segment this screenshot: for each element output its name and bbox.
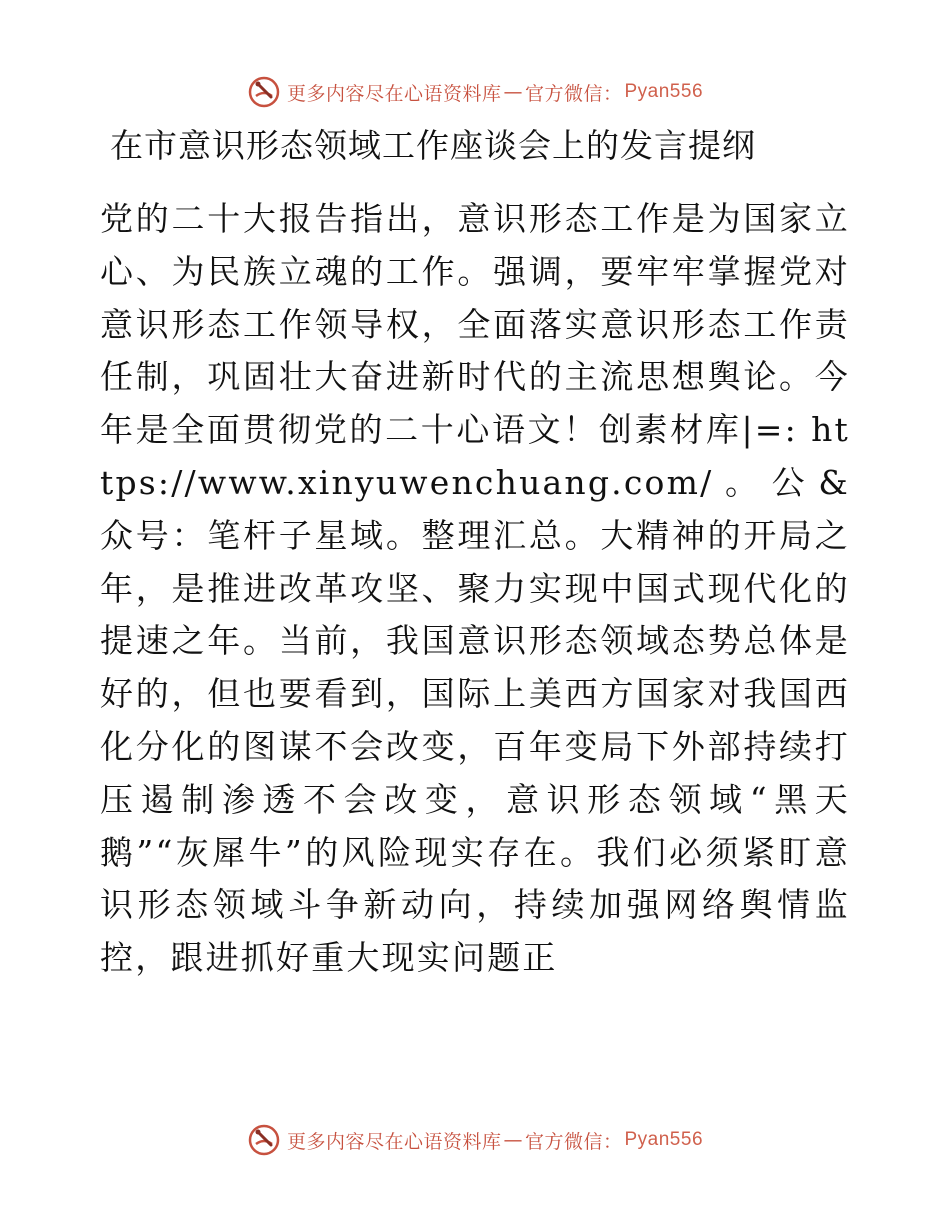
watermark-text: 更多内容尽在心语资料库: [286, 82, 502, 105]
watermark-separator: —: [503, 81, 523, 103]
watermark-separator: —: [503, 1129, 523, 1151]
book-pen-logo-icon: [247, 1123, 281, 1157]
watermark-id: Pyan556: [624, 1129, 704, 1150]
watermark-label: 官方微信：: [524, 82, 623, 105]
document-title: 在市意识形态领域工作座谈会上的发言提纲: [110, 126, 756, 165]
header-watermark: [0, 72, 950, 112]
watermark-label: 官方微信：: [524, 1130, 623, 1153]
document-paragraph: 党的二十大报告指出，意识形态工作是为国家立心、为民族立魂的工作。强调，要牢牢掌握党对意识形态工作领导权，全面落实意识形态工作责任制，巩固壮大奋进新时代的主流思想舆论。今年是全面贯彻党的二十心语文！创素材库|=: https://www.xinyuwenchuang.com/。公&众号：笔杆子星域。整理汇总。大精神的开局之年，是推进改革攻坚、聚力实现中国式现代化的提速之年。当前，我国意识形态领域态势总体是好的，但也要看到，国际上美西方国家对我国西化分化的图谋不会改变，百年变局下外部持续打压遏制渗透不会改变，意识形态领域“黑天鹅”“灰犀牛”的风险现实存在。我们必须紧盯意识形态领域斗争新动向，持续加强网络舆情监控，跟进抓好重大现实问题正: [100, 199, 850, 978]
book-pen-logo-icon: [247, 75, 281, 109]
watermark-id: Pyan556: [624, 81, 704, 102]
footer-watermark: [0, 1120, 950, 1160]
watermark-text: 更多内容尽在心语资料库: [286, 1130, 502, 1153]
